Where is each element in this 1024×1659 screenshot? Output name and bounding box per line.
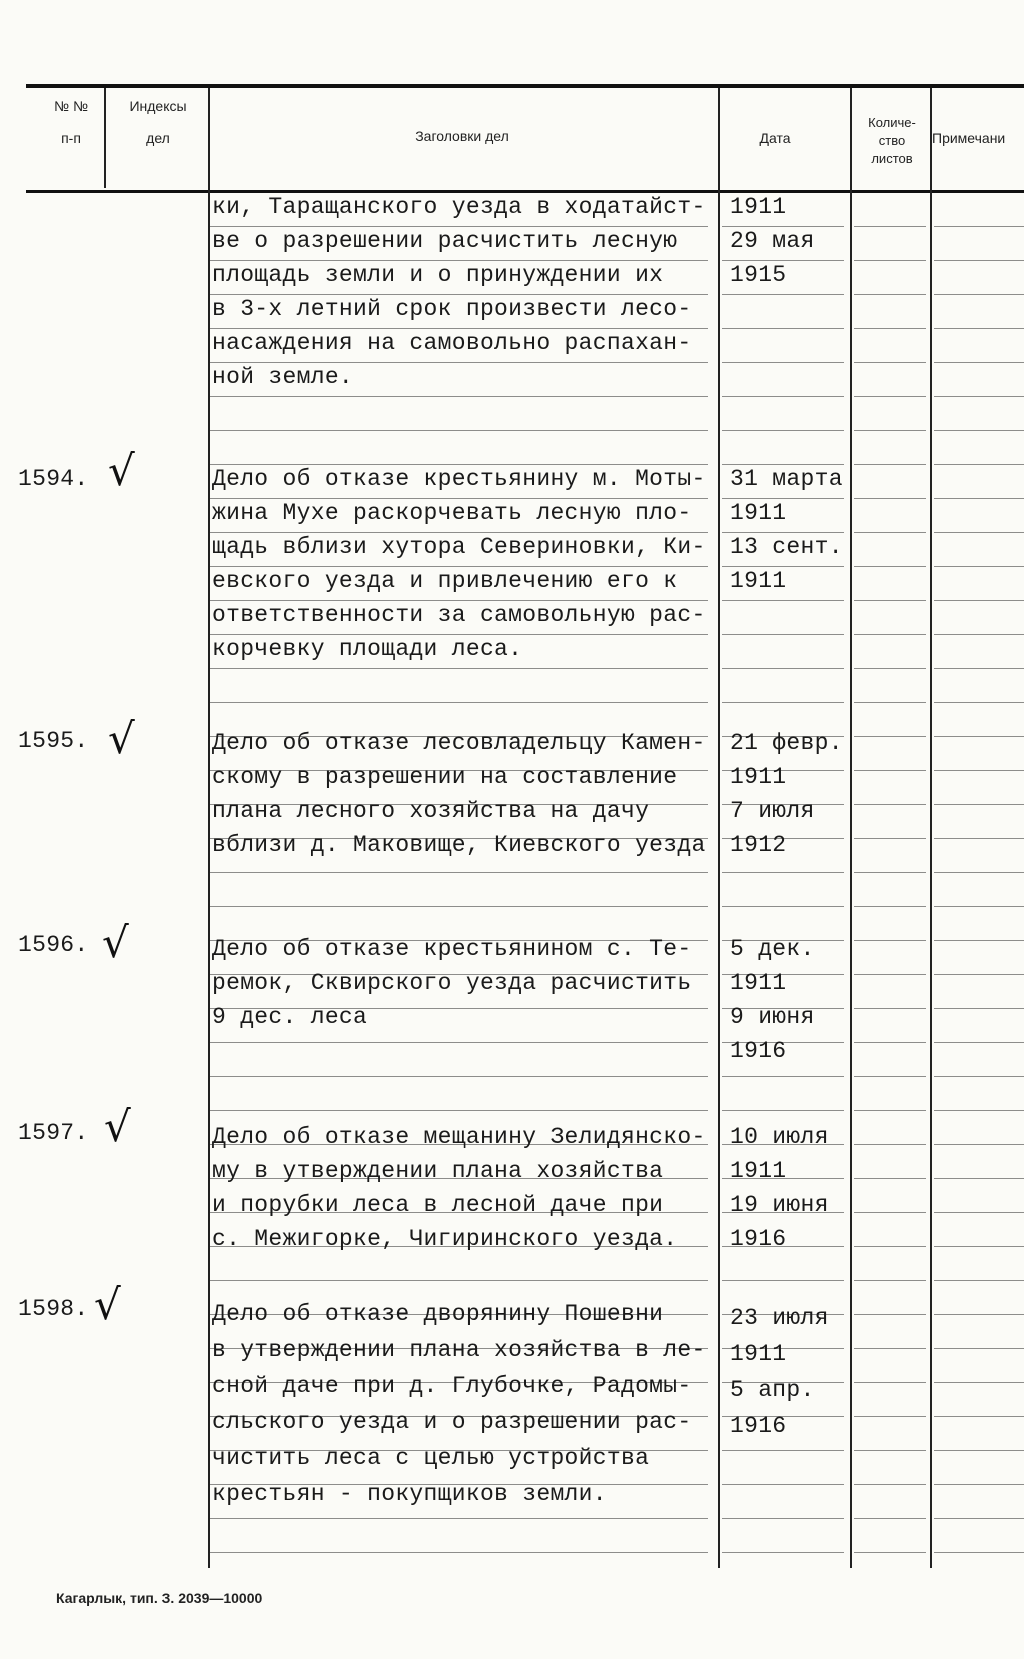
- ledger-line: [210, 1076, 708, 1077]
- date-line: 13 сент.: [730, 534, 843, 560]
- ledger-line: [854, 600, 926, 601]
- ledger-line: [854, 566, 926, 567]
- ledger-line: [854, 532, 926, 533]
- header-number-line1: № №: [54, 98, 88, 114]
- ledger-line: [934, 634, 1024, 635]
- header-title-column: Заголовки дел: [415, 128, 509, 144]
- ledger-line: [854, 1076, 926, 1077]
- date-line: 5 дек.: [730, 936, 815, 962]
- ledger-line: [722, 872, 844, 873]
- title-line: чистить леса с целью устройства: [212, 1445, 650, 1471]
- ledger-line: [722, 1552, 844, 1553]
- date-line: 31 марта: [730, 466, 843, 492]
- ledger-line: [854, 940, 926, 941]
- ledger-line: [934, 226, 1024, 227]
- header-sheets-line1: Количе-: [868, 115, 916, 130]
- ledger-line: [854, 464, 926, 465]
- ledger-line: [934, 1076, 1024, 1077]
- ledger-line: [934, 396, 1024, 397]
- title-line: крестьян - покупщиков земли.: [212, 1481, 607, 1507]
- header-sheets-line2: ство: [878, 133, 906, 148]
- ledger-line: [210, 1280, 708, 1281]
- column-rule-date: [850, 88, 852, 1568]
- ledger-line: [854, 906, 926, 907]
- ledger-line: [722, 362, 844, 363]
- ledger-line: [210, 702, 708, 703]
- ledger-line: [934, 1518, 1024, 1519]
- date-line: 9 июня: [730, 1004, 815, 1030]
- checkmark-icon: √: [108, 446, 135, 495]
- title-line: с. Межигорке, Чигиринского уезда.: [212, 1226, 678, 1252]
- title-line: Дело об отказе дворянину Пошевни: [212, 1301, 664, 1327]
- entry-5-number: 1598.: [18, 1296, 89, 1322]
- title-line: корчевку площади леса.: [212, 636, 523, 662]
- ledger-line: [854, 736, 926, 737]
- date-line: 23 июля: [730, 1305, 829, 1331]
- ledger-line: [934, 532, 1024, 533]
- ledger-line: [854, 362, 926, 363]
- ledger-line: [934, 838, 1024, 839]
- title-line: ки, Таращанского уезда в ходатайст-: [212, 194, 706, 220]
- ledger-line: [854, 396, 926, 397]
- ledger-line: [934, 1008, 1024, 1009]
- ledger-line: [210, 396, 708, 397]
- ledger-line: [934, 1416, 1024, 1417]
- ledger-line: [934, 260, 1024, 261]
- ledger-line: [934, 430, 1024, 431]
- ledger-line: [854, 1348, 926, 1349]
- title-line: Дело об отказе мещанину Зелидянско-: [212, 1124, 706, 1150]
- ledger-line: [854, 770, 926, 771]
- ledger-line: [722, 430, 844, 431]
- date-line: 1911: [730, 970, 787, 996]
- ledger-line: [854, 872, 926, 873]
- ledger-line: [210, 1042, 708, 1043]
- title-line: Дело об отказе лесовладельцу Камен-: [212, 730, 706, 756]
- ledger-line: [854, 1042, 926, 1043]
- column-rule-title: [718, 88, 720, 1568]
- ledger-line: [934, 1042, 1024, 1043]
- entry-4-title: [212, 1120, 706, 1256]
- ledger-line: [934, 940, 1024, 941]
- title-line: плана лесного хозяйства на дачу: [212, 798, 650, 824]
- title-line: в 3-х летний срок произвести лесо-: [212, 296, 692, 322]
- date-line: 1916: [730, 1226, 787, 1252]
- ledger-line: [934, 804, 1024, 805]
- ledger-line: [722, 1076, 844, 1077]
- header-sheets-line3: листов: [871, 151, 913, 166]
- ledger-line: [210, 430, 708, 431]
- ledger-line: [934, 770, 1024, 771]
- date-line: 19 июня: [730, 1192, 829, 1218]
- entry-3-title: [212, 932, 691, 1034]
- date-line: 29 мая: [730, 228, 815, 254]
- column-rule-number: [104, 88, 106, 188]
- ledger-line: [210, 872, 708, 873]
- ledger-line: [722, 668, 844, 669]
- date-line: 10 июля: [730, 1124, 829, 1150]
- ledger-line: [934, 362, 1024, 363]
- ledger-line: [722, 906, 844, 907]
- title-line: площадь земли и о принуждении их: [212, 262, 664, 288]
- entry-3-number: 1596.: [18, 932, 89, 958]
- date-line: 1911: [730, 568, 787, 594]
- entry-2-title: [212, 726, 706, 862]
- ledger-line: [722, 1484, 844, 1485]
- ledger-line: [210, 1518, 708, 1519]
- ledger-line: [722, 1110, 844, 1111]
- header-date-column: Дата: [759, 130, 791, 146]
- ledger-line: [934, 464, 1024, 465]
- ledger-line: [854, 1144, 926, 1145]
- date-line: 1912: [730, 832, 787, 858]
- entry-4-date: [730, 1120, 829, 1256]
- entry-0-title: [212, 190, 706, 394]
- ledger-line: [934, 974, 1024, 975]
- header-number-column: [36, 96, 106, 148]
- ledger-line: [934, 600, 1024, 601]
- header-top-rule: [26, 84, 1024, 88]
- entry-3-date: [730, 932, 815, 1068]
- title-line: скому в разрешении на составление: [212, 764, 678, 790]
- ledger-line: [854, 1382, 926, 1383]
- ledger-line: [934, 1348, 1024, 1349]
- ledger-line: [854, 1450, 926, 1451]
- ledger-line: [934, 1484, 1024, 1485]
- ledger-line: [934, 294, 1024, 295]
- ledger-line: [854, 702, 926, 703]
- entry-4-number: 1597.: [18, 1120, 89, 1146]
- printer-imprint: Кагарлык, тип. З. 2039—10000: [56, 1590, 263, 1606]
- ledger-line: [210, 906, 708, 907]
- ledger-line: [854, 294, 926, 295]
- ledger-line: [934, 906, 1024, 907]
- date-line: 1911: [730, 500, 787, 526]
- ledger-line: [934, 1314, 1024, 1315]
- ledger-line: [854, 804, 926, 805]
- ledger-line: [854, 1178, 926, 1179]
- ledger-line: [854, 430, 926, 431]
- ledger-line: [854, 668, 926, 669]
- header-index-line1: Индексы: [129, 98, 187, 114]
- ledger-line: [854, 974, 926, 975]
- title-line: сной даче при д. Глубочке, Радомы-: [212, 1373, 692, 1399]
- ledger-line: [210, 668, 708, 669]
- ledger-line: [722, 600, 844, 601]
- title-line: сльского уезда и о разрешении рас-: [212, 1409, 692, 1435]
- ledger-line: [722, 1280, 844, 1281]
- date-line: 1915: [730, 262, 787, 288]
- ledger-line: [210, 1110, 708, 1111]
- ledger-line: [854, 1212, 926, 1213]
- date-line: 1911: [730, 764, 787, 790]
- title-line: жина Мухе раскорчевать лесную пло-: [212, 500, 692, 526]
- column-rule-sheets: [930, 88, 932, 1568]
- title-line: насаждения на самовольно распахан-: [212, 330, 692, 356]
- entry-0-date: [730, 190, 815, 292]
- header-sheets-column: [852, 114, 932, 168]
- entry-2-date: [730, 726, 843, 862]
- title-line: ной земле.: [212, 364, 354, 390]
- entry-5-title: [212, 1296, 706, 1512]
- ledger-line: [934, 328, 1024, 329]
- ledger-line: [854, 226, 926, 227]
- ledger-line: [934, 1280, 1024, 1281]
- ledger-line: [854, 1416, 926, 1417]
- ledger-line: [722, 634, 844, 635]
- checkmark-icon: √: [102, 918, 129, 967]
- ledger-line: [722, 1518, 844, 1519]
- title-line: Дело об отказе крестьянину м. Моты-: [212, 466, 706, 492]
- ledger-line: [854, 634, 926, 635]
- ledger-line: [722, 328, 844, 329]
- title-line: ремок, Сквирского уезда расчистить: [212, 970, 692, 996]
- ledger-line: [854, 328, 926, 329]
- entry-1-title: [212, 462, 706, 666]
- ledger-line: [210, 1552, 708, 1553]
- header-index-line2: дел: [146, 130, 170, 146]
- date-line: 1911: [730, 194, 787, 220]
- title-line: Дело об отказе крестьянином с. Те-: [212, 936, 692, 962]
- checkmark-icon: √: [104, 1102, 131, 1151]
- title-line: ответственности за самовольную рас-: [212, 602, 706, 628]
- date-line: 1911: [730, 1341, 787, 1367]
- title-line: и порубки леса в лесной даче при: [212, 1192, 664, 1218]
- title-line: в утверждении плана хозяйства в ле-: [212, 1337, 706, 1363]
- ledger-line: [722, 396, 844, 397]
- ledger-line: [722, 702, 844, 703]
- ledger-line: [854, 1110, 926, 1111]
- ledger-line: [934, 872, 1024, 873]
- title-line: му в утверждении плана хозяйства: [212, 1158, 664, 1184]
- ledger-line: [854, 1246, 926, 1247]
- ledger-line: [934, 566, 1024, 567]
- ledger-line: [934, 1144, 1024, 1145]
- date-line: 1916: [730, 1413, 787, 1439]
- ledger-line: [934, 1450, 1024, 1451]
- checkmark-icon: √: [94, 1280, 121, 1329]
- header-number-line2: п-п: [61, 130, 81, 146]
- date-line: 21 февр.: [730, 730, 843, 756]
- entry-1-number: 1594.: [18, 466, 89, 492]
- ledger-line: [934, 1178, 1024, 1179]
- ledger-line: [934, 1246, 1024, 1247]
- ledger-line: [854, 1518, 926, 1519]
- ledger-line: [854, 1314, 926, 1315]
- ledger-line: [934, 702, 1024, 703]
- title-line: 9 дес. леса: [212, 1004, 368, 1030]
- title-line: вблизи д. Маковище, Киевского уезда: [212, 832, 706, 858]
- title-line: евского уезда и привлечению его к: [212, 568, 678, 594]
- ledger-line: [854, 1552, 926, 1553]
- ledger-line: [934, 736, 1024, 737]
- ledger-line: [934, 1110, 1024, 1111]
- date-line: 1916: [730, 1038, 787, 1064]
- title-line: ве о разрешении расчистить лесную: [212, 228, 678, 254]
- ledger-line: [722, 294, 844, 295]
- ledger-line: [934, 668, 1024, 669]
- ledger-line: [934, 1212, 1024, 1213]
- column-rule-index: [208, 88, 210, 1568]
- ledger-line: [722, 1450, 844, 1451]
- ledger-line: [934, 498, 1024, 499]
- date-line: 1911: [730, 1158, 787, 1184]
- entry-1-date: [730, 462, 843, 598]
- ledger-line: [854, 498, 926, 499]
- ledger-line: [854, 838, 926, 839]
- ledger-line: [854, 1008, 926, 1009]
- date-line: 5 апр.: [730, 1377, 815, 1403]
- header-index-column: [108, 96, 208, 148]
- ledger-line: [854, 1280, 926, 1281]
- entry-5-date: [730, 1300, 829, 1444]
- title-line: щадь вблизи хутора Севериновки, Ки-: [212, 534, 706, 560]
- ledger-line: [854, 1484, 926, 1485]
- checkmark-icon: √: [108, 714, 135, 763]
- date-line: 7 июля: [730, 798, 815, 824]
- ledger-line: [934, 1552, 1024, 1553]
- ledger-line: [854, 260, 926, 261]
- entry-2-number: 1595.: [18, 728, 89, 754]
- ledger-line: [934, 1382, 1024, 1383]
- header-notes-column: Примечани: [932, 130, 1006, 146]
